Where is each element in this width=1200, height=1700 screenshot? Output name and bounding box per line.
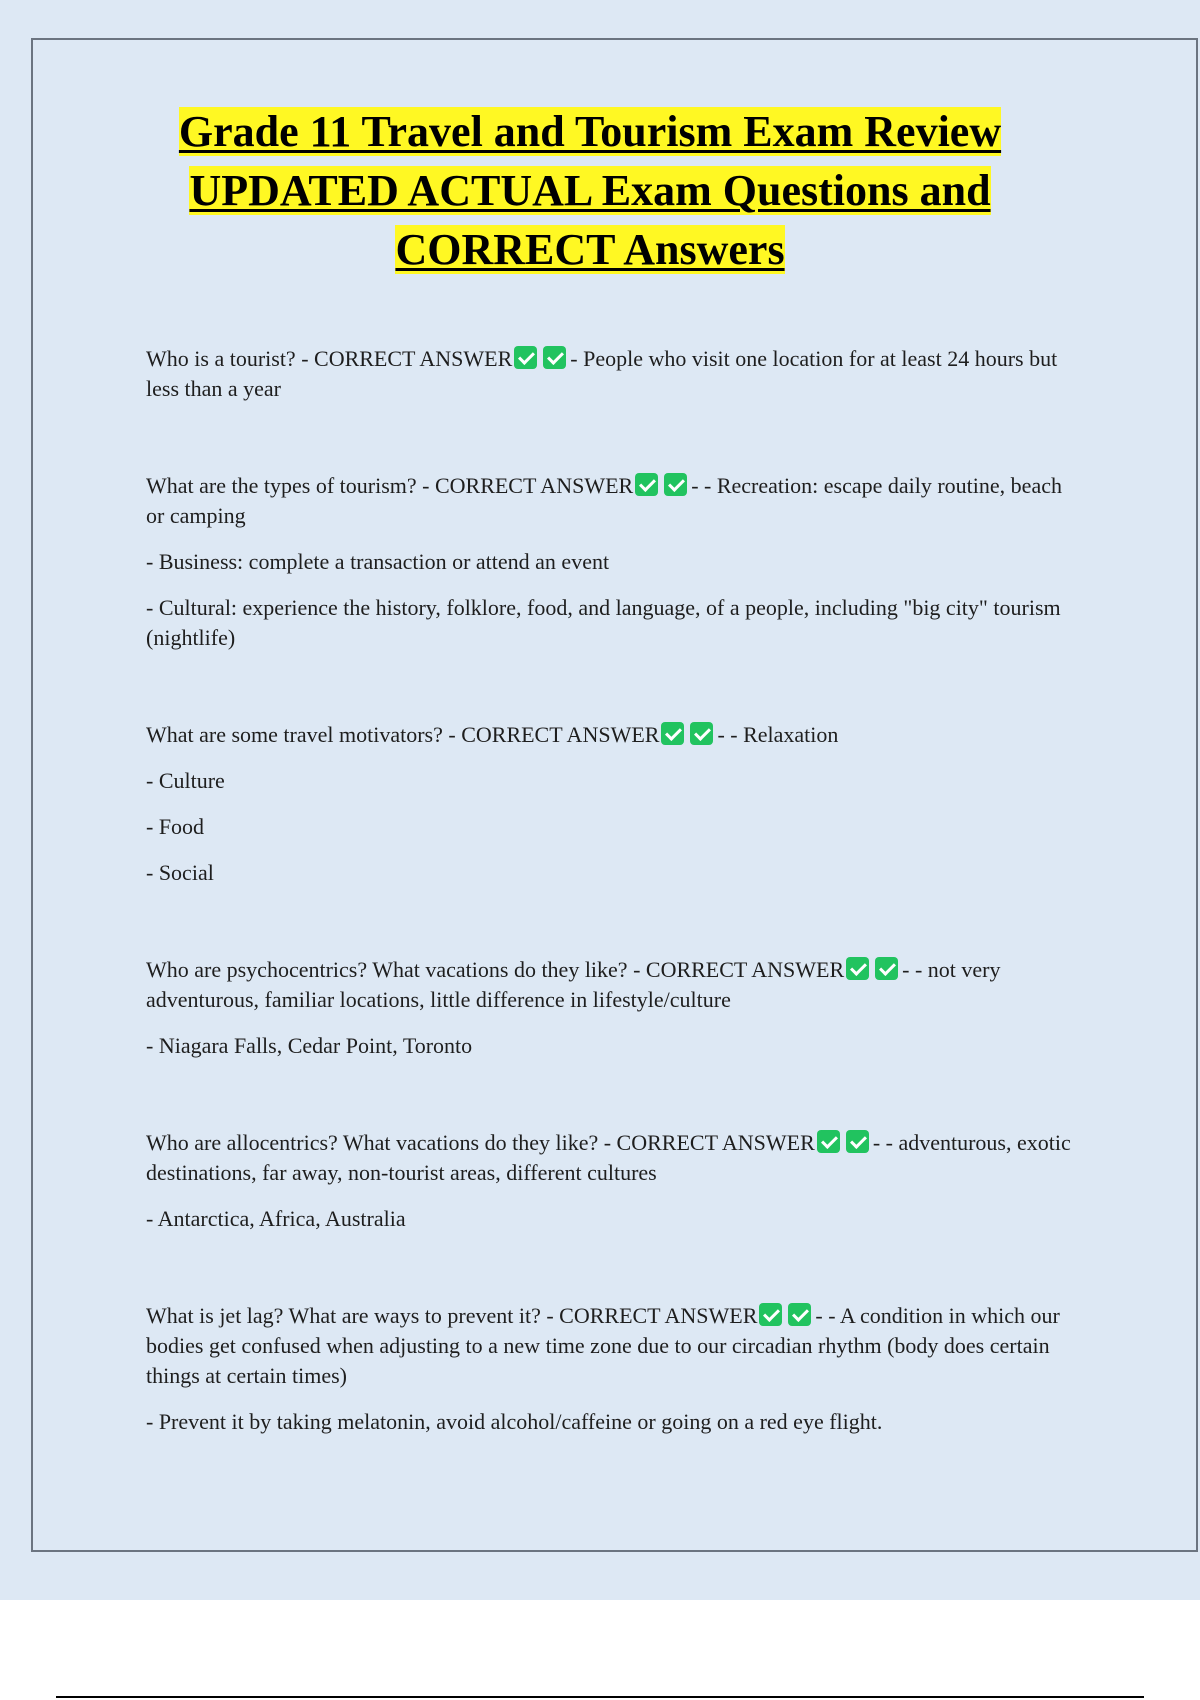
qa-item (146, 344, 1081, 404)
check-box-icon (664, 473, 687, 496)
qa-item (146, 1301, 1081, 1437)
check-box-icon (661, 722, 684, 745)
answer-text: - - adventurous, exotic destinations, far away, non-tourist areas, different cultures (146, 1130, 1071, 1185)
answer-text: - - not very adventurous, familiar locations, little difference in lifestyle/culture (146, 957, 1001, 1012)
title-line-1: Grade 11 Travel and Tourism Exam Review (178, 107, 1002, 156)
title-line-3: CORRECT Answers (395, 225, 785, 274)
question-text: Who are psychocentrics? What vacations do they like? - CORRECT ANSWER (146, 957, 845, 982)
check-box-icon (514, 346, 537, 369)
answer-detail: - Cultural: experience the history, folklore, food, and language, of a people, including "big city" tourism (nightlife) (146, 595, 1061, 650)
answer-detail: - Food (146, 814, 205, 839)
qa-item (146, 1128, 1081, 1234)
check-box-icon (759, 1303, 782, 1326)
question-text: Who are allocentrics? What vacations do they like? - CORRECT ANSWER (146, 1130, 815, 1155)
question-text: What is jet lag? What are ways to prevent it? - CORRECT ANSWER (146, 1303, 758, 1328)
answer-detail: - Niagara Falls, Cedar Point, Toronto (146, 1033, 473, 1058)
check-box-icon (635, 473, 658, 496)
answer-detail: - Social (146, 860, 214, 885)
footer-rule (56, 1696, 1144, 1698)
check-box-icon (846, 957, 869, 980)
check-box-icon (690, 722, 713, 745)
answer-detail: - Prevent it by taking melatonin, avoid alcohol/caffeine or going on a red eye flight. (146, 1409, 883, 1434)
question-text: Who is a tourist? - CORRECT ANSWER (146, 346, 513, 371)
check-box-icon (543, 346, 566, 369)
qa-main (146, 1128, 1081, 1188)
answer-detail: - Antarctica, Africa, Australia (146, 1206, 406, 1231)
answer-text: - People who visit one location for at least 24 hours but less than a year (146, 346, 1058, 401)
qa-list (146, 344, 1081, 1437)
qa-main (146, 720, 1081, 750)
check-box-icon (817, 1130, 840, 1153)
qa-main (146, 955, 1081, 1015)
check-box-icon (846, 1130, 869, 1153)
title-line-2: UPDATED ACTUAL Exam Questions and (189, 166, 991, 215)
qa-item (146, 955, 1081, 1061)
check-box-icon (875, 957, 898, 980)
answer-detail: - Culture (146, 768, 225, 793)
check-box-icon (788, 1303, 811, 1326)
answer-text: - - Recreation: escape daily routine, beach or camping (146, 473, 1062, 528)
answer-text: - - A condition in which our bodies get confused when adjusting to a new time zone due to our circadian rhythm (body does certain things at certain times) (146, 1303, 1060, 1388)
qa-main (146, 344, 1081, 404)
qa-main (146, 1301, 1081, 1391)
qa-main (146, 471, 1081, 531)
qa-item (146, 720, 1081, 888)
question-text: What are the types of tourism? - CORRECT ANSWER (146, 473, 634, 498)
question-text: What are some travel motivators? - CORRECT ANSWER (146, 722, 660, 747)
document-title (60, 102, 1120, 279)
answer-detail: - Business: complete a transaction or attend an event (146, 549, 610, 574)
qa-item (146, 471, 1081, 653)
answer-text: - - Relaxation (717, 722, 839, 747)
